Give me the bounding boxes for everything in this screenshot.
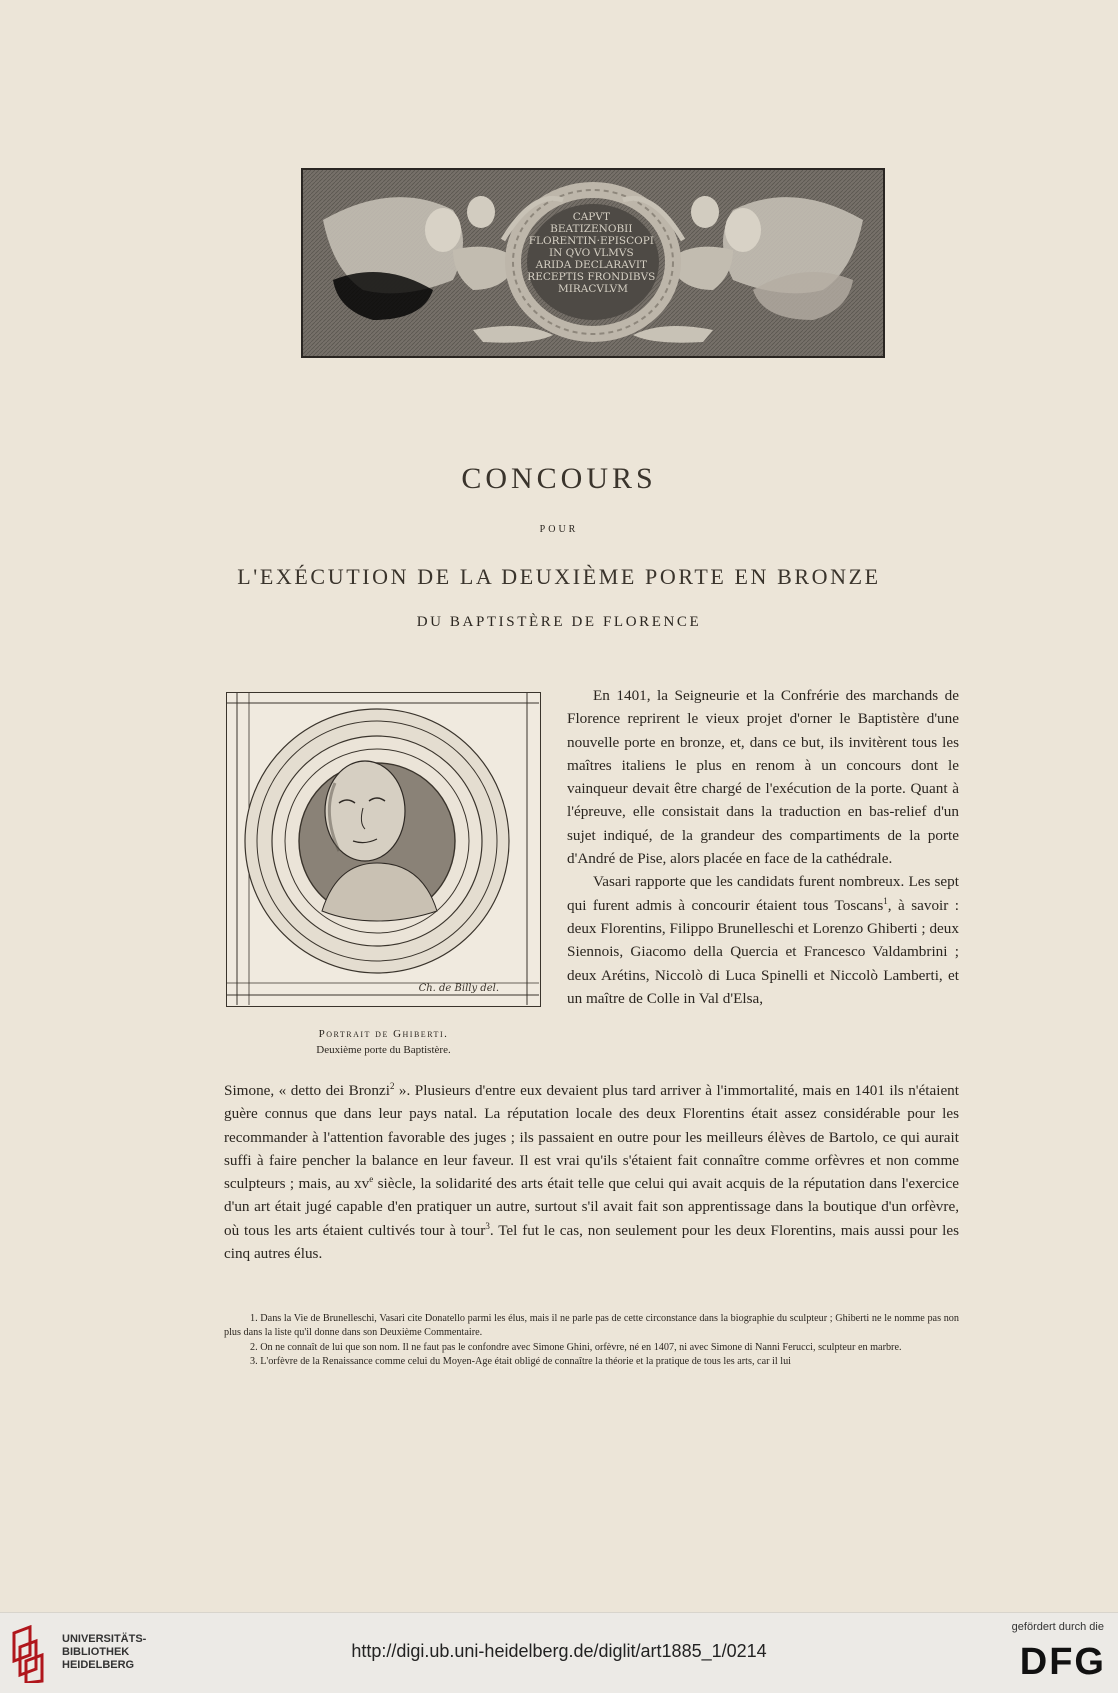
title-connector: POUR [539,524,579,535]
portrait-figure [226,692,541,1007]
figure-caption-title: Portrait de Ghiberti. [318,1028,449,1040]
figure-caption-subtitle: Deuxième porte du Baptistère. [316,1044,451,1056]
paragraph-3-part-a: Simone, « detto dei Bronzi [224,1082,390,1099]
permalink-url[interactable]: http://digi.ub.uni-heidelberg.de/diglit/art1885_1/0214 [351,1641,767,1661]
inscription-line: FLORENTIN·EPISCOPI [528,235,654,247]
headpiece-engraving [301,168,885,358]
inscription-line: BEATIZENOBII [550,223,633,235]
sponsor-text: gefördert durch die [1011,1621,1104,1633]
page-subtitle: L'EXÉCUTION DE LA DEUXIÈME PORTE EN BRONZE [237,564,881,589]
inscription-line: CAPVT [572,211,610,223]
footnotes [224,1312,959,1370]
century-superscript: e [369,1174,374,1185]
inscription-line: ARIDA DECLARAVIT [535,259,648,271]
paragraph-3 [224,1079,959,1265]
library-name-line-3: HEIDELBERG [62,1659,135,1671]
footnote-ref-3: 3 [485,1220,490,1231]
inscription-line: RECEPTIS FRONDIBVS [527,271,656,283]
paragraph-3-part-b: ». Plusieurs d'entre eux devaient plus tard arriver à l'immortalité, mais en 1401 ils n'étaient guère connus que dans leur pays natal. La réputation locale des deux Florentins était assez considérable pour les recommander à l'attention favorable des juges ; ils passaient en outre pour les meilleurs élèves de Bartolo, ce qui aurait suffi à faire pencher la balance en leur faveur. Il est vrai qu'ils s'étaient fait connaître comme orfèvres et non comme sculpteurs ; mais, au xv [224,1082,959,1193]
paragraph-3-part-c: siècle, la solidarité des arts était telle que celui qui avait acquis de la réputation dans l'exercice d'un art était jugé capable d'en pratiquer un autre, surtout s'il avait fait son apprentissage dans la boutique d'un orfèvre, où tous les arts étaient cultivés tour à tour [224,1175,959,1239]
footnote-ref-2: 2 [389,1080,395,1091]
dfg-logo[interactable]: DFG [1019,1641,1106,1683]
footnote-3: 3. L'orfèvre de la Renaissance comme celui du Moyen-Age était obligé de connaître la théorie et la pratique de tous les arts, car il lui [250,1356,792,1368]
artist-signature: Ch. de Billy del. [418,983,499,994]
footnote-2: 2. On ne connaît de lui que son nom. Il ne faut pas le confondre avec Simone Ghini, orfèvre, né en 1407, ni avec Simone di Nanni Ferucci, sculpteur en marbre. [250,1341,902,1353]
paragraph-2 [567,870,959,1010]
paragraph-2-part-b: , à savoir : deux Florentins, Filippo Brunelleschi et Lorenzo Ghiberti ; deux Siennois, Giacomo della Quercia et Francesco Valdambrini ; deux Arétins, Niccolò di Luca Spinelli et Niccolò Lamberti, et un maître de Colle in Val d'Elsa, [567,896,959,1007]
inscription-line: IN QVO VLMVS [548,247,634,259]
paragraph-1: En 1401, la Seigneurie et la Confrérie des marchands de Florence reprirent le vieux projet d'orner le Baptistère d'une nouvelle porte en bronze, et, dans ce but, ils invitèrent tous les maîtres italiens le plus en renom à un concours dont le vainqueur devait être chargé de l'exécution de la porte. Quant à l'épreuve, elle consistait dans la traduction en bas-relief d'un sujet indiqué, de la grandeur des compartiments de la porte d'André de Pise, alors placée en face de la cathédrale. [567,687,959,868]
text-column [567,684,959,1010]
paragraph-2-part-a: Vasari rapporte que les candidats furent nombreux. Les sept qui furent admis à concourir étaient tous Toscans [567,873,959,914]
library-name-line-2: BIBLIOTHEK [62,1646,130,1658]
paragraph-3-part-d: . Tel fut le cas, non seulement pour les deux Florentins, mais aussi pour les cinq autres élus. [224,1221,959,1263]
page-subtitle-2: DU BAPTISTÈRE DE FLORENCE [416,614,702,630]
footnote-1: 1. Dans la Vie de Brunelleschi, Vasari cite Donatello parmi les élus, mais il ne parle pas de cette circonstance dans la biographie du sculpteur ; Ghiberti ne le nomme pas non plus dans la liste qu'il donne dans son Deuxième Commentaire. [224,1313,959,1339]
footnote-ref-1: 1 [883,895,888,906]
full-width-text [224,1079,959,1265]
viewer-footer [0,1612,1118,1693]
page-title: CONCOURS [461,462,657,495]
library-name-line-1: UNIVERSITÄTS- [62,1633,147,1645]
inscription-line: MIRACVLVM [557,283,629,295]
